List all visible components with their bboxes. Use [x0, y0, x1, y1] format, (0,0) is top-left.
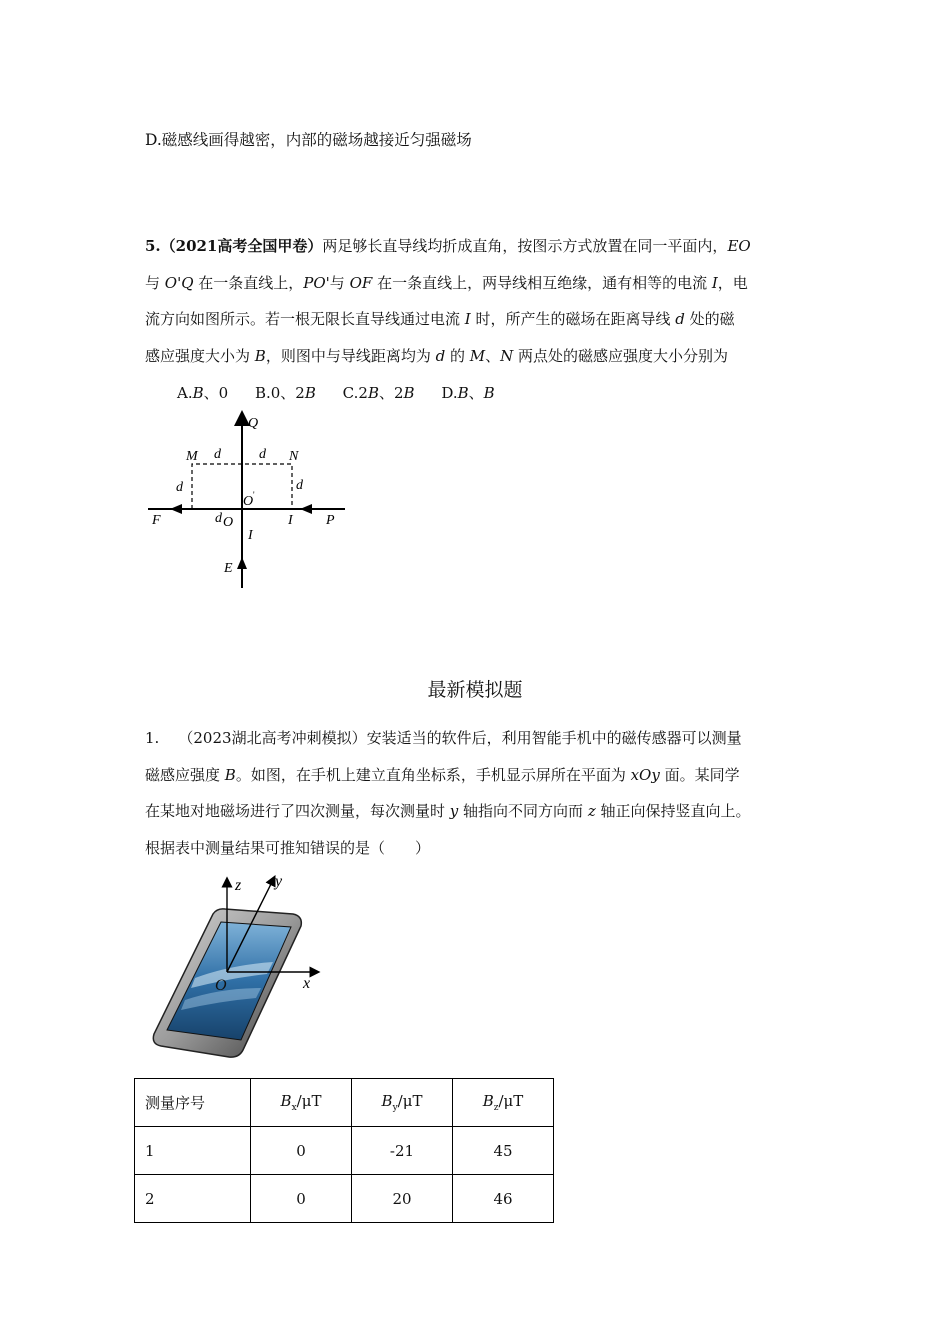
italic-symbol: B	[224, 765, 236, 784]
wire-diagram	[140, 410, 360, 595]
label-prime-mark: '	[253, 490, 255, 500]
option-a[interactable]: A.B、0	[177, 384, 229, 402]
cell: 0	[251, 1175, 352, 1223]
question-5-line-4: 感应强度大小为 B，则图中与导线距离均为 d 的 M、N 两点处的磁感应强度大小分别为	[145, 346, 729, 365]
question-5-line-3: 流方向如图所示。若一根无限长直导线通过电流 I 时，所产生的磁场在距离导线 d 处的磁	[145, 310, 735, 328]
previous-option-d: D.磁感线画得越密，内部的磁场越接近匀强磁场	[145, 131, 472, 149]
cell: 46	[453, 1175, 554, 1223]
header-index: 测量序号	[135, 1079, 251, 1127]
italic-symbol: d	[435, 346, 446, 365]
label-x: x	[303, 975, 311, 992]
table-row	[135, 1127, 554, 1175]
option-b[interactable]: B.0、2B	[254, 384, 316, 402]
section-heading: 最新模拟题	[427, 679, 523, 701]
label-d-left: d	[176, 480, 183, 495]
italic-symbol: d	[675, 310, 685, 328]
cell: -21	[352, 1127, 453, 1175]
cell: 1	[135, 1127, 251, 1175]
label-o-phone: O	[215, 977, 227, 994]
measurement-table	[134, 1078, 554, 1223]
label-o-prime: O	[243, 494, 254, 509]
label-n: N	[289, 449, 299, 464]
option-c[interactable]: C.2B、2B	[342, 384, 415, 402]
cell: 0	[251, 1127, 352, 1175]
label-i-bottom: I	[248, 528, 253, 543]
question-5-text	[145, 228, 815, 374]
italic-symbol: B	[254, 346, 266, 365]
italic-symbol: N	[500, 346, 514, 365]
option-d[interactable]: D.B、B	[441, 384, 495, 402]
italic-symbol: M	[469, 346, 486, 365]
question-5-line-1: 5.（2021高考全国甲卷）两足够长直导线均折成直角，按图示方式放置在同一平面内，EO	[145, 237, 751, 255]
question-1-line-2: 磁感应强度 B。如图，在手机上建立直角坐标系，手机显示屏所在平面为 xOy 面。某同学	[145, 765, 740, 784]
italic-symbol: OF	[349, 273, 373, 292]
question-5-line-2: 与 O'Q 在一条直线上，PO'与 OF 在一条直线上，两导线相互绝缘，通有相等的电流 I，电	[145, 273, 748, 292]
arrow-p	[300, 504, 312, 514]
italic-symbol: I	[464, 310, 471, 328]
label-m: M	[186, 449, 198, 464]
cell: 2	[135, 1175, 251, 1223]
header-by: $B_y/\mu T$	[352, 1079, 453, 1127]
label-y: y	[275, 873, 283, 890]
italic-symbol: EO	[727, 237, 751, 255]
table-row	[135, 1175, 554, 1223]
italic-symbol: PO'	[303, 273, 330, 292]
label-p: P	[326, 513, 335, 528]
question-1-text	[145, 720, 815, 866]
italic-symbol: xOy	[630, 765, 660, 784]
question-1-line-1: 1. （2023湖北高考冲刺模拟）安装适当的软件后，利用智能手机中的磁传感器可以测量	[145, 729, 742, 747]
label-z: z	[235, 877, 242, 894]
label-f: F	[152, 513, 161, 528]
italic-symbol: I	[711, 273, 718, 292]
question-1-line-3: 在某地对地磁场进行了四次测量，每次测量时 y 轴指向不同方向而 z 轴正向保持竖直向上。	[145, 802, 751, 820]
arrow-f	[170, 504, 182, 514]
label-o: O	[223, 515, 234, 530]
question-1-line-4: 根据表中测量结果可推知错误的是（ ）	[145, 838, 431, 857]
label-d-right: d	[296, 478, 303, 493]
label-d-top-left: d	[214, 447, 221, 462]
label-d-top-right: d	[259, 447, 266, 462]
italic-symbol: O'Q	[164, 273, 194, 292]
table-header-row	[135, 1079, 554, 1127]
cell: 20	[352, 1175, 453, 1223]
header-bx: $B_x/\mu T$	[251, 1079, 352, 1127]
italic-symbol: y	[449, 802, 459, 820]
phone-figure	[145, 870, 335, 1065]
header-bz: $B_z/\mu T$	[453, 1079, 554, 1127]
label-e: E	[224, 561, 233, 576]
question-5-options	[177, 382, 517, 403]
label-d-bottom: d	[215, 511, 222, 526]
label-i-right: I	[288, 513, 293, 528]
italic-symbol: z	[587, 802, 596, 820]
cell: 45	[453, 1127, 554, 1175]
label-q: Q	[248, 416, 259, 431]
arrow-e	[237, 557, 247, 569]
